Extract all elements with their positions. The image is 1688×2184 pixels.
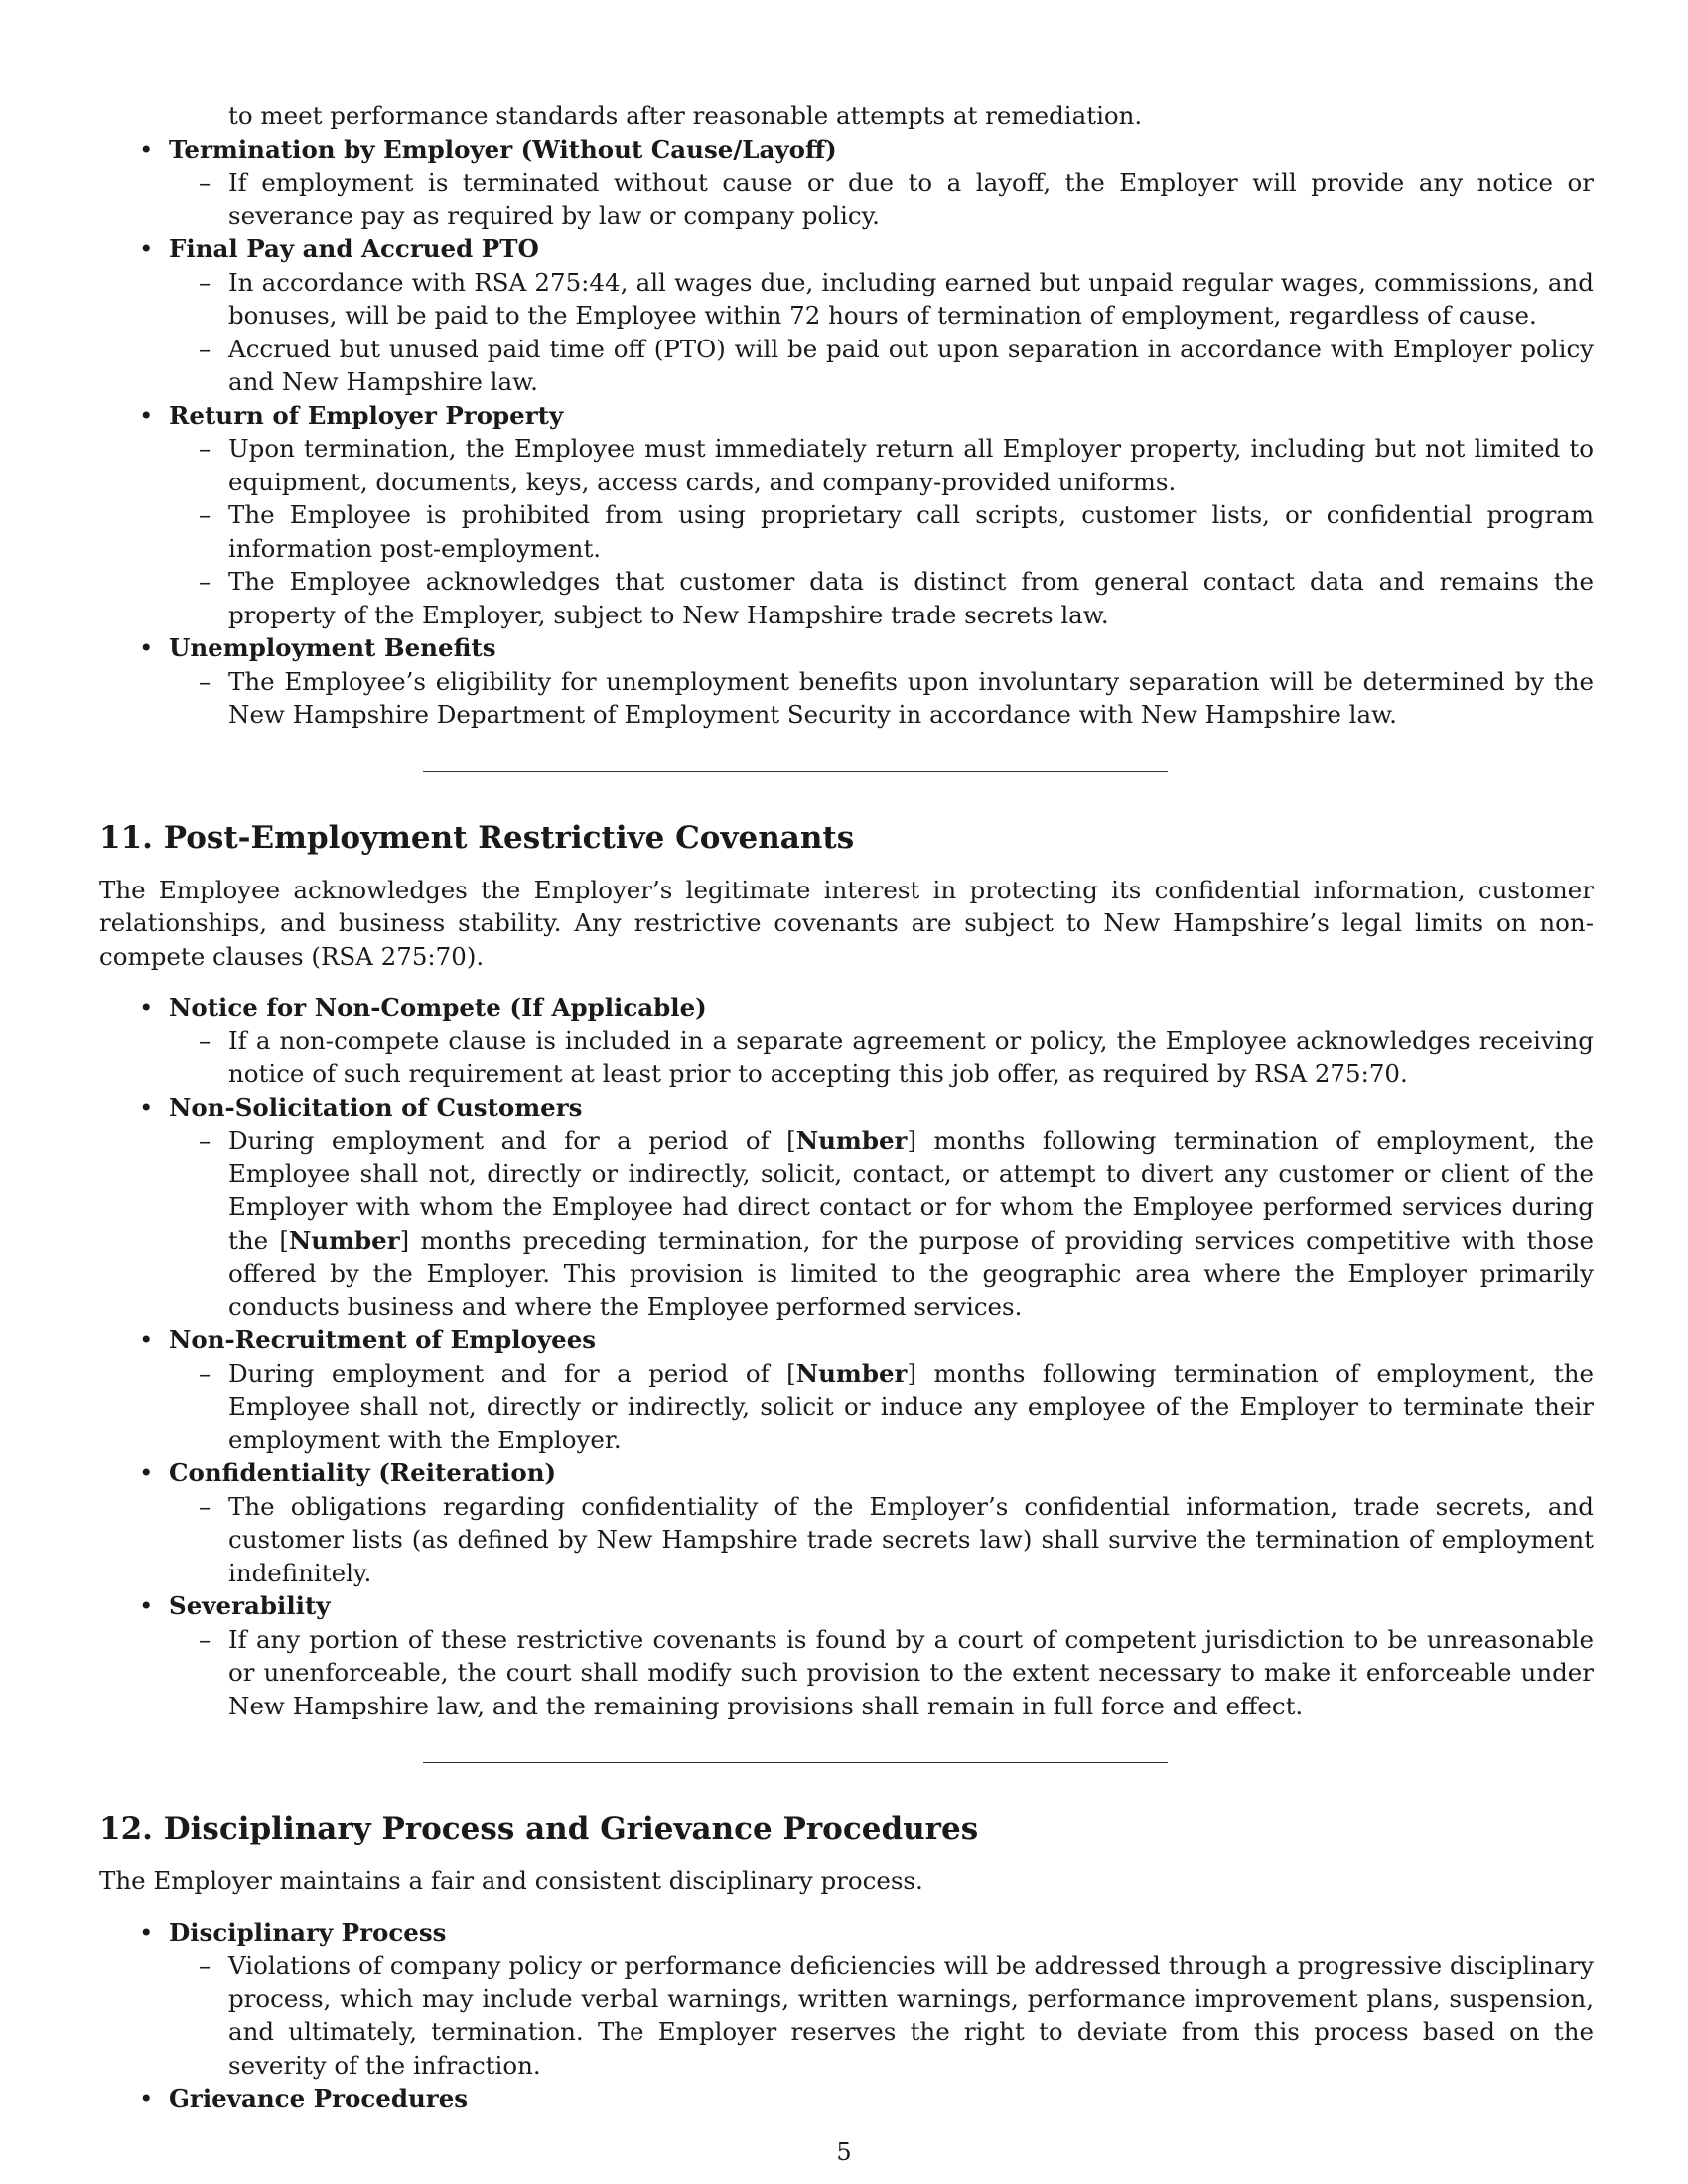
placeholder-field: Number [795, 1126, 908, 1155]
placeholder-field: Number [288, 1225, 400, 1255]
sublist [169, 432, 1594, 631]
sublist-item [169, 1124, 1594, 1323]
sublist-item: – In accordance with RSA 275:44, all wages due, including earned but unpaid regular wages, commissions, and bonuses, will be paid to the Employee within 72 hours of termination of employment, regardless of cause. [169, 266, 1594, 333]
sublist-item [169, 1357, 1594, 1457]
sublist [169, 266, 1594, 399]
section-heading: 11. Post-Employment Restrictive Covenants [99, 819, 855, 856]
text-run: ] months following termination of employment, the Employee shall not, directly or indirectly, solicit or induce any employee of the Employer to terminate their employment with the Employer. [228, 1358, 1594, 1454]
sublist-item: – Upon termination, the Employee must immediately return all Employer property, including but not limited to equipment, documents, keys, access cards, and company-provided uniforms. [169, 432, 1594, 498]
list-item [99, 991, 1594, 1091]
section-divider [423, 1762, 1168, 1763]
sublist-item: – The obligations regarding confidentiality of the Employer’s confidential information, trade secrets, and customer lists (as defined by New Hampshire trade secrets law) shall survive the termination of employment indefinitely. [169, 1490, 1594, 1590]
sublist [169, 1490, 1594, 1590]
sublist-item: – The Employee’s eligibility for unemployment benefits upon involuntary separation will be determined by the New Hampshire Department of Employment Security in accordance with New Hampshire law. [169, 665, 1594, 732]
sublist [169, 1357, 1594, 1457]
item-title: Final Pay and Accrued PTO [169, 234, 539, 263]
item-title: Termination by Employer (Without Cause/Layoff) [169, 134, 837, 164]
list-item [99, 1091, 1594, 1324]
sublist-item: – The Employee is prohibited from using proprietary call scripts, customer lists, or confidential program information post-employment. [169, 498, 1594, 565]
sublist-item: – Violations of company policy or performance deficiencies will be addressed through a progressive disciplinary process, which may include verbal warnings, written warnings, performance improvement plans, suspension, and ultimately, termination. The Employer reserves the right to deviate from this process based on the severity of the infraction. [169, 1949, 1594, 2082]
sublist [169, 166, 1594, 232]
list-item [99, 133, 1594, 233]
sublist-item: – If a non-compete clause is included in a separate agreement or policy, the Employee acknowledges receiving notice of such requirement at least prior to accepting this job offer, as required by RSA 275:70. [169, 1024, 1594, 1091]
section-heading: 12. Disciplinary Process and Grievance Procedures [99, 1811, 979, 1846]
sublist-item: – The Employee acknowledges that customer data is distinct from general contact data and remains the property of the Employer, subject to New Hampshire trade secrets law. [169, 565, 1594, 631]
list-item [99, 399, 1594, 632]
item-title: Non-Recruitment of Employees [169, 1325, 597, 1354]
item-title: Grievance Procedures [169, 2084, 469, 2113]
list-item [99, 232, 1594, 399]
section-intro: The Employee acknowledges the Employer’s legitimate interest in protecting its confidential information, customer relationships, and business stability. Any restrictive covenants are subject to New Hampshire’s legal limits on non-compete clauses (RSA 275:70). [99, 875, 1594, 971]
placeholder-field: Number [795, 1358, 908, 1388]
item-title: Unemployment Benefits [169, 633, 496, 662]
text-run: ] months following termination of employment, the Employee shall not, directly or indirectly, solicit, contact, or attempt to divert any customer or client of the Employer with whom the Employee had direct contact or for whom the Employee performed services during the [ [228, 1126, 1594, 1255]
item-title: Return of Employer Property [169, 400, 564, 430]
section10-list [99, 133, 1594, 732]
section-intro: The Employer maintains a fair and consistent disciplinary process. [99, 1866, 923, 1895]
section-divider [423, 771, 1168, 772]
continued-text: to meet performance standards after reasonable attempts at remediation. [228, 101, 1143, 130]
item-title: Confidentiality (Reiteration) [169, 1458, 557, 1487]
list-item [99, 1589, 1594, 1722]
section11-list [99, 991, 1594, 1722]
sublist-item: – Accrued but unused paid time off (PTO) will be paid out upon separation in accordance with Employer policy and New Hampshire law. [169, 333, 1594, 399]
item-title: Notice for Non-Compete (If Applicable) [169, 993, 707, 1022]
sublist [169, 1124, 1594, 1323]
item-title: Non-Solicitation of Customers [169, 1092, 583, 1122]
list-item [99, 1456, 1594, 1589]
text-run: ] months preceding termination, for the purpose of providing services competitive with those offered by the Employer. This provision is limited to the geographic area where the Employer primarily conducts business and where the Employee performed services. [228, 1225, 1594, 1321]
list-item [99, 1323, 1594, 1456]
page-content [99, 99, 1594, 2116]
sublist [169, 1949, 1594, 2082]
sublist-item: – If employment is terminated without cause or due to a layoff, the Employer will provide any notice or severance pay as required by law or company policy. [169, 166, 1594, 232]
item-title: Severability [169, 1591, 331, 1620]
text-run: During employment and for a period of [ [228, 1358, 796, 1388]
sublist [169, 665, 1594, 732]
sublist-item: – If any portion of these restrictive covenants is found by a court of competent jurisdiction to be unreasonable or unenforceable, the court shall modify such provision to the extent necessary to make it enforceable under New Hampshire law, and the remaining provisions shall remain in full force and effect. [169, 1623, 1594, 1723]
list-item [99, 2082, 1594, 2116]
text-run: During employment and for a period of [ [228, 1126, 796, 1155]
sublist [169, 1024, 1594, 1091]
list-item [99, 631, 1594, 732]
item-title: Disciplinary Process [169, 1917, 447, 1947]
sublist [169, 1623, 1594, 1723]
section12-list [99, 1916, 1594, 2116]
page-number: 5 [836, 2138, 852, 2166]
list-item [99, 1916, 1594, 2083]
